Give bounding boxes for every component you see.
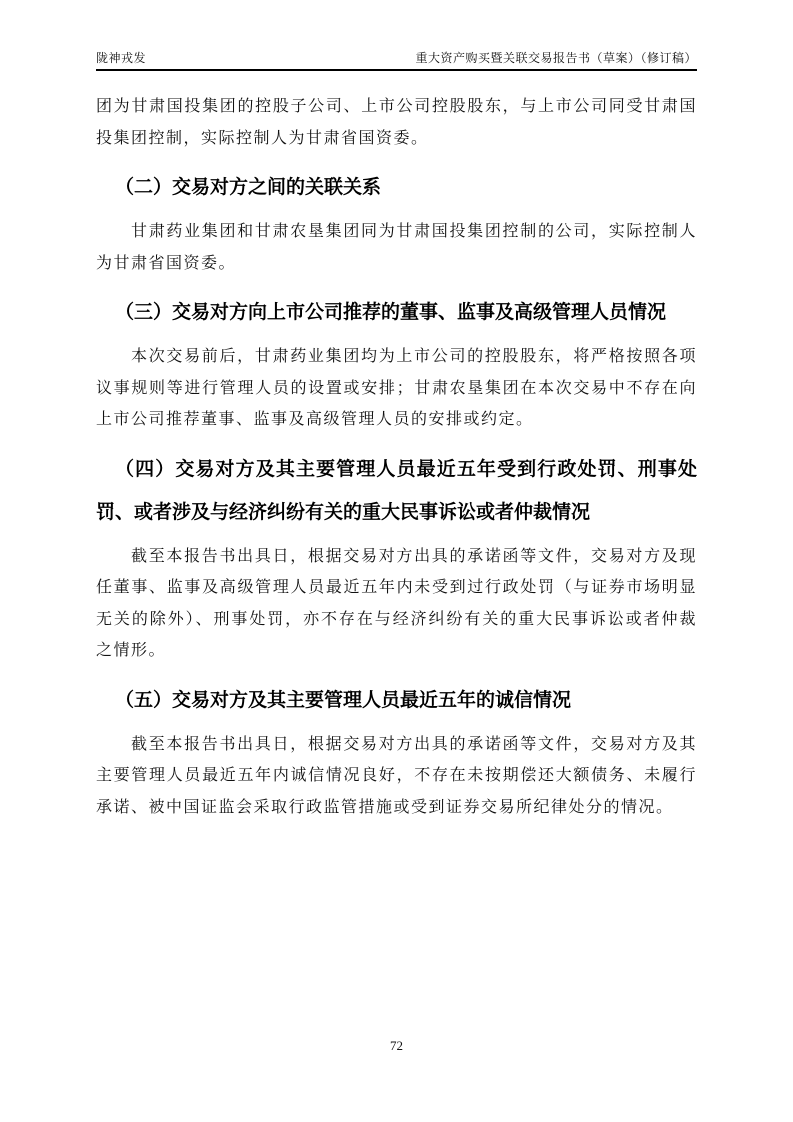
header-company-name: 陇神戎发 <box>96 51 147 65</box>
heading-section-5: （五）交易对方及其主要管理人员最近五年的诚信情况 <box>115 689 572 711</box>
header-report-title: 重大资产购买暨关联交易报告书（草案）（修订稿） <box>415 51 697 65</box>
paragraph-section-3: 本次交易前后，甘肃药业集团均为上市公司的控股股东，将严格按照各项议事规则等进行管理人员的设置或安排；甘肃农垦集团在本次交易中不存在向上市公司推荐董事、监事及高级管理人员的安排或约定。 <box>96 348 697 428</box>
paragraph-section-2: 甘肃药业集团和甘肃农垦集团同为甘肃国投集团控制的公司，实际控制人为甘肃省国资委。 <box>96 223 697 272</box>
heading-section-4: （四）交易对方及其主要管理人员最近五年受到行政处罚、刑事处罚、或者涉及与经济纠纷有关的重大民事诉讼或者仲裁情况 <box>96 458 697 523</box>
page-footer <box>0 1038 793 1054</box>
heading-section-2: （二）交易对方之间的关联关系 <box>115 177 382 198</box>
page-header <box>96 0 697 71</box>
heading-section-3: （三）交易对方向上市公司推荐的董事、监事及高级管理人员情况 <box>115 302 667 323</box>
document-body <box>96 72 697 823</box>
page-number: 72 <box>390 1038 403 1053</box>
paragraph-section-5: 截至本报告书出具日，根据交易对方出具的承诺函等文件，交易对方及其主要管理人员最近五年内诚信情况良好，不存在未按期偿还大额债务、未履行承诺、被中国证监会采取行政监管措施或受到证券交易所纪律处分的情况。 <box>96 735 697 816</box>
paragraph-continuation: 团为甘肃国投集团的控股子公司、上市公司控股股东，与上市公司同受甘肃国投集团控制，实际控制人为甘肃省国资委。 <box>96 98 697 147</box>
paragraph-section-4: 截至本报告书出具日，根据交易对方出具的承诺函等文件，交易对方及现任董事、监事及高级管理人员最近五年内未受到过行政处罚（与证券市场明显无关的除外）、刑事处罚，亦不存在与经济纠纷有关的重大民事诉讼或者仲裁之情形。 <box>96 547 697 659</box>
